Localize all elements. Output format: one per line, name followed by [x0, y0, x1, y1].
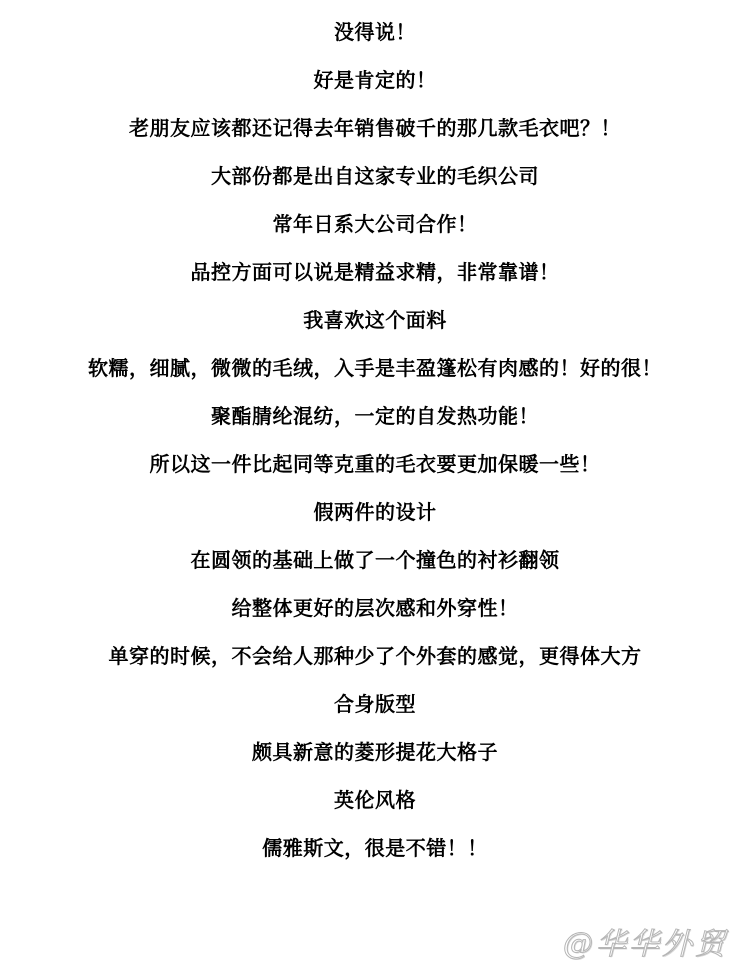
text-line: 在圆领的基础上做了一个撞色的衬衫翻领: [190, 548, 560, 572]
text-block: [0, 8, 750, 872]
text-line: 品控方面可以说是精益求精，非常靠谱！: [190, 260, 560, 284]
text-line: 假两件的设计: [313, 500, 437, 524]
watermark: @华华外贸: [563, 927, 728, 962]
text-line: 合身版型: [334, 692, 416, 716]
text-line: 给整体更好的层次感和外穿性！: [231, 596, 519, 620]
text-line: 没得说！: [334, 20, 416, 44]
text-line: 儒雅斯文，很是不错！！: [262, 836, 488, 860]
text-line: 聚酯腈纶混纺，一定的自发热功能！: [211, 404, 539, 428]
text-line: 老朋友应该都还记得去年销售破千的那几款毛衣吧？！: [129, 116, 621, 140]
text-line: 大部份都是出自这家专业的毛织公司: [211, 164, 539, 188]
text-line: 我喜欢这个面料: [303, 308, 447, 332]
text-line: 英伦风格: [334, 788, 416, 812]
text-line: 所以这一件比起同等克重的毛衣要更加保暖一些！: [149, 452, 601, 476]
text-line: 颇具新意的菱形提花大格子: [252, 740, 498, 764]
text-line: 单穿的时候，不会给人那种少了个外套的感觉，更得体大方: [108, 644, 642, 668]
text-line: 常年日系大公司合作！: [272, 212, 478, 236]
text-line: 好是肯定的！: [313, 68, 437, 92]
text-line: 软糯，细腻，微微的毛绒，入手是丰盈篷松有肉感的！好的很！: [88, 356, 662, 380]
